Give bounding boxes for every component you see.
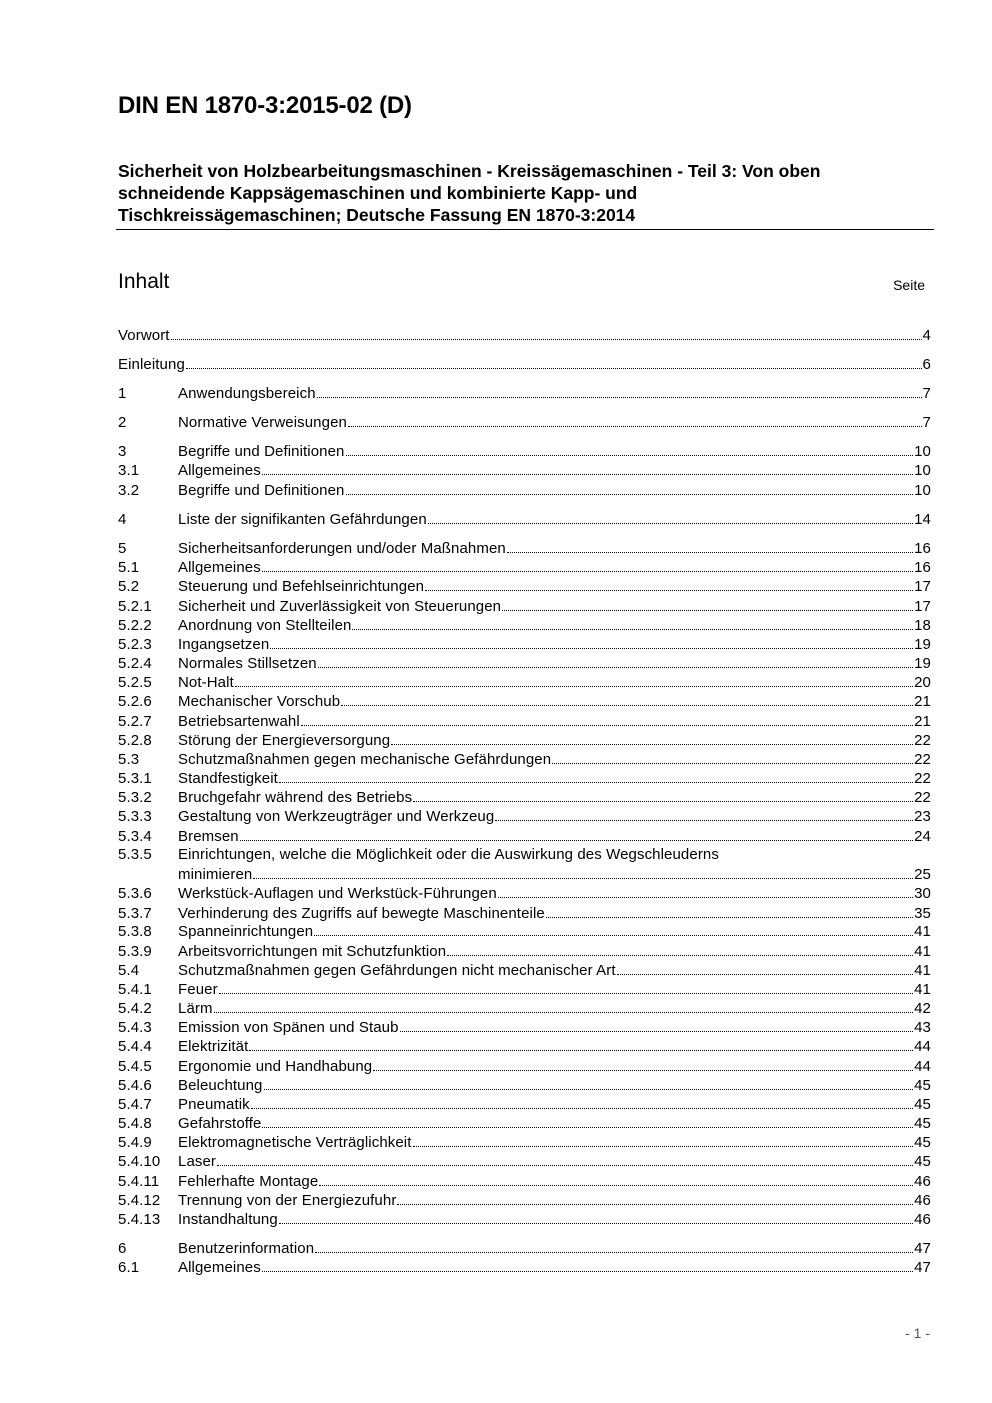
toc-entry-page: 46 — [914, 1173, 931, 1190]
toc-entry-page: 18 — [914, 617, 931, 634]
toc-entry-page: 41 — [914, 923, 931, 940]
toc-dot-leader — [373, 1057, 913, 1071]
toc-entry-title: Verhinderung des Zugriffs auf bewegte Maschinenteile — [178, 905, 545, 922]
toc-dot-leader — [301, 712, 913, 726]
toc-entry-page: 20 — [914, 674, 931, 691]
document-subtitle — [118, 160, 938, 226]
toc-dot-leader — [262, 1258, 913, 1272]
toc-entry-page: 45 — [914, 1134, 931, 1151]
toc-entry-number: 5.3.6 — [118, 885, 152, 902]
toc-dot-leader — [413, 1133, 914, 1147]
toc-entry-page: 10 — [914, 443, 931, 460]
toc-entry-number: 4 — [118, 511, 127, 528]
toc-dot-leader — [413, 788, 913, 802]
toc-entry[interactable] — [118, 635, 931, 654]
toc-dot-leader — [253, 865, 913, 879]
toc-entry[interactable] — [118, 1018, 931, 1037]
toc-dot-leader — [502, 597, 913, 611]
toc-entry-page: 21 — [914, 713, 931, 730]
toc-entry-number: 5.3.5 — [118, 846, 152, 863]
toc-entry-title: Not-Halt — [178, 674, 234, 691]
toc-entry-title: Elektromagnetische Verträglichkeit — [178, 1134, 412, 1151]
toc-dot-leader — [235, 673, 913, 687]
toc-entry-page: 10 — [914, 482, 931, 499]
toc-entry-number: 5.4.12 — [118, 1192, 161, 1209]
toc-entry-number: 5.4.8 — [118, 1115, 152, 1132]
toc-entry-number: 5.3.9 — [118, 943, 152, 960]
toc-entry-page: 22 — [914, 770, 931, 787]
toc-dot-leader — [171, 326, 922, 340]
toc-dot-leader — [352, 616, 913, 630]
toc-entry-number: 3 — [118, 443, 127, 460]
toc-entry[interactable] — [118, 731, 931, 750]
toc-entry[interactable] — [118, 558, 931, 577]
toc-entry-page: 44 — [914, 1038, 931, 1055]
toc-entry-title: Allgemeines — [178, 462, 261, 479]
toc-entry[interactable] — [118, 788, 931, 807]
toc-entry-page: 45 — [914, 1077, 931, 1094]
toc-dot-leader — [346, 442, 914, 456]
toc-dot-leader — [617, 961, 913, 975]
toc-entry-number: 5.4.7 — [118, 1096, 152, 1113]
toc-entry-title: Einleitung — [118, 356, 185, 373]
toc-entry-title: Betriebsartenwahl — [178, 713, 300, 730]
toc-entry-number: 5.2.7 — [118, 713, 152, 730]
toc-dot-leader — [315, 1239, 913, 1253]
toc-entry[interactable] — [118, 904, 931, 923]
toc-entry[interactable] — [118, 1152, 931, 1171]
toc-entry-page: 14 — [914, 511, 931, 528]
toc-entry-page: 22 — [914, 789, 931, 806]
toc-dot-leader — [279, 1210, 913, 1224]
toc-entry-title: Anwendungsbereich — [178, 385, 316, 402]
toc-dot-leader — [264, 1076, 914, 1090]
toc-entry-number: 5.2 — [118, 578, 140, 595]
toc-entry-page: 45 — [914, 1115, 931, 1132]
toc-entry-page: 45 — [914, 1096, 931, 1113]
toc-entry[interactable] — [118, 1114, 931, 1133]
toc-entry-number: 5.4.11 — [118, 1173, 160, 1190]
toc-entry-number: 5.4 — [118, 962, 140, 979]
toc-entry[interactable] — [118, 884, 931, 903]
toc-entry[interactable] — [118, 384, 931, 403]
toc-entry[interactable] — [118, 692, 931, 711]
toc-entry[interactable] — [118, 326, 931, 345]
toc-dot-leader — [546, 904, 913, 918]
toc-dot-leader — [552, 750, 913, 764]
toc-entry-page: 44 — [914, 1058, 931, 1075]
toc-entry-number: 5 — [118, 540, 127, 557]
toc-entry[interactable] — [118, 673, 931, 692]
toc-entry-page: 46 — [914, 1211, 931, 1228]
toc-dot-leader — [219, 980, 913, 994]
toc-entry-title: Sicherheit und Zuverlässigkeit von Steuerungen — [178, 598, 502, 615]
toc-entry-number: 5.2.2 — [118, 617, 152, 634]
toc-dot-leader — [262, 1114, 913, 1128]
toc-entry-page: 21 — [914, 693, 931, 710]
toc-entry-page: 41 — [914, 943, 931, 960]
toc-entry[interactable] — [118, 961, 931, 980]
toc-entry[interactable] — [118, 654, 931, 673]
toc-entry-number: 5.4.6 — [118, 1077, 152, 1094]
toc-entry[interactable] — [118, 616, 931, 635]
toc-entry-number: 5.2.4 — [118, 655, 152, 672]
toc-entry-number: 6 — [118, 1240, 127, 1257]
toc-entry-number: 5.3.4 — [118, 828, 152, 845]
toc-entry-page: 6 — [922, 356, 931, 373]
toc-entry-page: 19 — [914, 655, 931, 672]
toc-entry-number: 5.3.8 — [118, 923, 152, 940]
toc-entry-number: 5.4.9 — [118, 1134, 152, 1151]
toc-dot-leader — [240, 827, 913, 841]
toc-entry[interactable] — [118, 1172, 931, 1191]
toc-entry-page: 35 — [914, 905, 931, 922]
toc-entry[interactable] — [118, 539, 931, 558]
toc-dot-leader — [341, 692, 913, 706]
toc-entry-title: Feuer — [178, 981, 218, 998]
toc-entry-number: 5.3 — [118, 751, 140, 768]
toc-entry-title: Begriffe und Definitionen — [178, 443, 345, 460]
toc-dot-leader — [214, 999, 914, 1013]
subtitle-line: Sicherheit von Holzbearbeitungsmaschinen - Kreissägemaschinen - Teil 3: Von oben — [118, 161, 821, 181]
toc-dot-leader — [279, 769, 913, 783]
toc-entry[interactable] — [118, 1191, 931, 1210]
toc-dot-leader — [217, 1152, 913, 1166]
toc-entry[interactable] — [118, 942, 931, 961]
toc-entry[interactable] — [118, 807, 931, 826]
toc-dot-leader — [498, 884, 913, 898]
toc-entry-number: 5.4.1 — [118, 981, 152, 998]
toc-dot-leader — [495, 807, 913, 821]
toc-entry-title: Anordnung von Stellteilen — [178, 617, 352, 634]
toc-entry-title: Arbeitsvorrichtungen mit Schutzfunktion — [178, 943, 447, 960]
toc-entry-title: Pneumatik — [178, 1096, 250, 1113]
toc-entry[interactable] — [118, 1239, 931, 1258]
toc-entry-title: Normative Verweisungen — [178, 414, 347, 431]
document-id: DIN EN 1870-3:2015-02 (D) — [118, 92, 412, 119]
toc-dot-leader — [314, 922, 913, 936]
toc-dot-leader — [346, 481, 914, 495]
toc-entry-number: 5.2.5 — [118, 674, 152, 691]
toc-dot-leader — [270, 635, 913, 649]
toc-entry-page: 41 — [914, 962, 931, 979]
toc-entry-page: 16 — [914, 559, 931, 576]
toc-entry[interactable] — [118, 510, 931, 529]
toc-entry-title: Allgemeines — [178, 1259, 261, 1276]
toc-entry[interactable] — [118, 712, 931, 731]
toc-entry[interactable] — [118, 980, 931, 999]
toc-entry-title: Normales Stillsetzen — [178, 655, 317, 672]
toc-entry-number: 3.2 — [118, 482, 140, 499]
toc-entry-page: 25 — [914, 866, 931, 883]
toc-entry-title: Störung der Energieversorgung — [178, 732, 391, 749]
toc-dot-leader — [186, 355, 922, 369]
toc-entry-page: 45 — [914, 1153, 931, 1170]
toc-dot-leader — [348, 413, 922, 427]
toc-entry-title: Emission von Spänen und Staub — [178, 1019, 399, 1036]
toc-entry-page: 41 — [914, 981, 931, 998]
toc-dot-leader — [425, 577, 913, 591]
toc-entry-number: 6.1 — [118, 1259, 140, 1276]
toc-entry-title: Schutzmaßnahmen gegen mechanische Gefährdungen — [178, 751, 552, 768]
toc-entry-number: 5.2.8 — [118, 732, 152, 749]
toc-entry-page: 47 — [914, 1240, 931, 1257]
toc-entry-number: 2 — [118, 414, 127, 431]
toc-entry-title: Spanneinrichtungen — [178, 923, 314, 940]
toc-entry-page: 43 — [914, 1019, 931, 1036]
toc-dot-leader — [249, 1037, 913, 1051]
toc-dot-leader — [262, 461, 913, 475]
toc-entry[interactable] — [118, 481, 931, 500]
toc-entry-page: 22 — [914, 751, 931, 768]
toc-dot-leader — [397, 1191, 913, 1205]
toc-entry[interactable] — [118, 827, 931, 846]
toc-entry[interactable] — [118, 1133, 931, 1152]
toc-entry-number: 5.4.4 — [118, 1038, 152, 1055]
toc-entry-number: 5.3.2 — [118, 789, 152, 806]
toc-entry-title: Sicherheitsanforderungen und/oder Maßnahmen — [178, 540, 506, 557]
toc-entry-page: 22 — [914, 732, 931, 749]
toc-entry-number: 5.2.6 — [118, 693, 152, 710]
toc-entry-title: Liste der signifikanten Gefährdungen — [178, 511, 427, 528]
toc-entry-number: 3.1 — [118, 462, 140, 479]
toc-entry-title: Schutzmaßnahmen gegen Gefährdungen nicht mechanischer Art — [178, 962, 616, 979]
toc-entry-title: Ergonomie und Handhabung — [178, 1058, 373, 1075]
toc-dot-leader — [447, 942, 913, 956]
toc-entry-number: 5.2.1 — [118, 598, 152, 615]
toc-dot-leader — [317, 384, 922, 398]
toc-entry-title: Bremsen — [178, 828, 239, 845]
toc-entry[interactable] — [118, 922, 931, 941]
toc-entry[interactable] — [118, 750, 931, 769]
toc-entry-page: 7 — [922, 385, 931, 402]
toc-dot-leader — [400, 1018, 914, 1032]
toc-entry-number: 1 — [118, 385, 127, 402]
toc-entry-title: Vorwort — [118, 327, 170, 344]
toc-entry-title: Fehlerhafte Montage — [178, 1173, 319, 1190]
page-column-label: Seite — [893, 277, 925, 293]
toc-entry[interactable] — [118, 461, 931, 480]
toc-entry-title: Gefahrstoffe — [178, 1115, 262, 1132]
toc-dot-leader — [507, 539, 913, 553]
toc-entry[interactable] — [118, 1076, 931, 1095]
toc-entry-title: Benutzerinformation — [178, 1240, 315, 1257]
toc-entry-page: 47 — [914, 1259, 931, 1276]
toc-entry-title: Instandhaltung — [178, 1211, 278, 1228]
toc-entry-title: Laser — [178, 1153, 217, 1170]
toc-dot-leader — [318, 654, 913, 668]
toc-entry-title: minimieren — [178, 866, 253, 883]
toc-entry-number: 5.3.7 — [118, 905, 152, 922]
footer-page-number: - 1 - — [905, 1325, 930, 1341]
toc-entry-page: 10 — [914, 462, 931, 479]
toc-entry-page: 23 — [914, 808, 931, 825]
toc-entry-number: 5.4.10 — [118, 1153, 161, 1170]
toc-entry-number: 5.4.2 — [118, 1000, 152, 1017]
toc-entry-number: 5.2.3 — [118, 636, 152, 653]
toc-entry-page: 7 — [922, 414, 931, 431]
toc-entry[interactable] — [118, 355, 931, 374]
toc-entry-page: 19 — [914, 636, 931, 653]
toc-entry-title: Gestaltung von Werkzeugträger und Werkzeug — [178, 808, 495, 825]
toc-dot-leader — [391, 731, 913, 745]
toc-entry-page: 24 — [914, 828, 931, 845]
toc-entry[interactable] — [118, 577, 931, 596]
toc-entry-title: Lärm — [178, 1000, 213, 1017]
toc-entry-number: 5.1 — [118, 559, 140, 576]
toc-entry-title: Begriffe und Definitionen — [178, 482, 345, 499]
toc-entry-title: Beleuchtung — [178, 1077, 263, 1094]
toc-entry-number: 5.4.13 — [118, 1211, 161, 1228]
subtitle-line: schneidende Kappsägemaschinen und kombinierte Kapp- und — [118, 183, 638, 203]
toc-dot-leader — [428, 510, 913, 524]
toc-entry[interactable] — [118, 1057, 931, 1076]
toc-entry-page: 42 — [914, 1000, 931, 1017]
toc-entry-page: 16 — [914, 540, 931, 557]
subtitle-line: Tischkreissägemaschinen; Deutsche Fassung EN 1870-3:2014 — [118, 205, 636, 225]
toc-dot-leader — [262, 558, 913, 572]
toc-entry[interactable] — [118, 1095, 931, 1114]
toc-entry-title: Standfestigkeit — [178, 770, 278, 787]
toc-entry[interactable] — [118, 999, 931, 1018]
toc-entry[interactable] — [118, 1037, 931, 1056]
toc-entry-title: Allgemeines — [178, 559, 261, 576]
toc-entry-title: Bruchgefahr während des Betriebs — [178, 789, 413, 806]
toc-entry-title: Elektrizität — [178, 1038, 249, 1055]
toc-entry[interactable] — [118, 1210, 931, 1229]
toc-entry-number: 5.3.1 — [118, 770, 152, 787]
toc-entry-title: Werkstück-Auflagen und Werkstück-Führungen — [178, 885, 497, 902]
toc-entry-title: Ingangsetzen — [178, 636, 270, 653]
toc-entry-title: Trennung von der Energiezufuhr — [178, 1192, 397, 1209]
toc-entry[interactable] — [118, 413, 931, 432]
toc-entry-title: Steuerung und Befehlseinrichtungen — [178, 578, 425, 595]
toc-entry-number: 5.3.3 — [118, 808, 152, 825]
toc-entry[interactable] — [118, 865, 931, 884]
toc-entry[interactable] — [118, 1258, 931, 1277]
toc-entry-page: 30 — [914, 885, 931, 902]
toc-entry[interactable] — [118, 769, 931, 788]
toc-entry-title: Mechanischer Vorschub — [178, 693, 341, 710]
toc-dot-leader — [251, 1095, 913, 1109]
toc-entry-page: 4 — [922, 327, 931, 344]
toc-entry-page: 17 — [914, 598, 931, 615]
toc-entry-page: 46 — [914, 1192, 931, 1209]
toc-entry-number: 5.4.5 — [118, 1058, 152, 1075]
toc-entry-title: Einrichtungen, welche die Möglichkeit oder die Auswirkung des Wegschleuderns — [178, 846, 719, 863]
toc-entry[interactable] — [118, 442, 931, 461]
toc-entry[interactable] — [118, 597, 931, 616]
toc-entry[interactable] — [118, 846, 931, 865]
toc-entry-number: 5.4.3 — [118, 1019, 152, 1036]
toc-heading: Inhalt — [118, 270, 170, 293]
toc-entry-page: 17 — [914, 578, 931, 595]
toc-dot-leader — [319, 1172, 913, 1186]
title-divider — [116, 229, 934, 230]
